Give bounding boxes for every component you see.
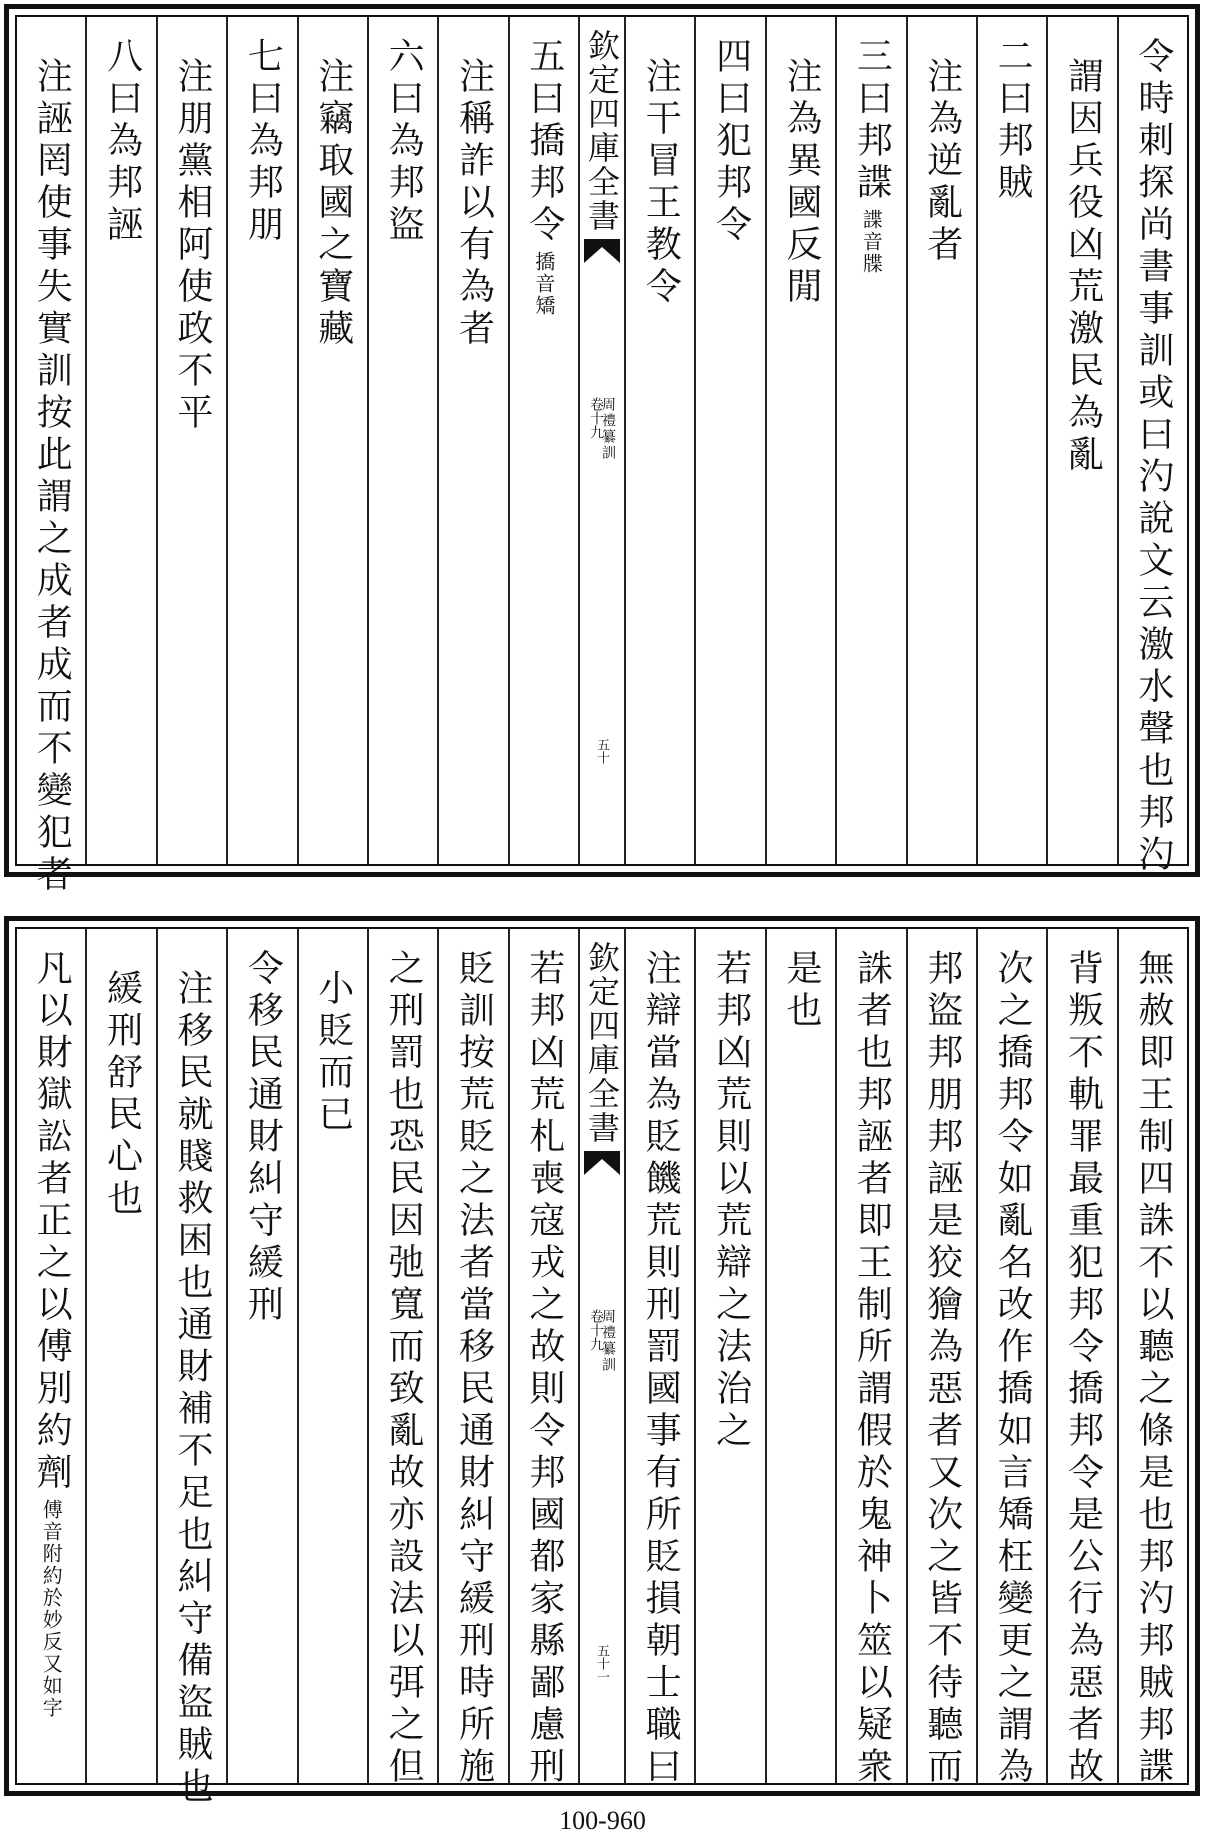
pronunciation-note: 撟音矯 (531, 251, 556, 317)
page-number: 100-960 (559, 1806, 646, 1835)
bottom-page-inner-frame (15, 927, 1189, 1809)
column-text: 五曰撟邦令 (523, 37, 565, 247)
text-column (624, 17, 694, 864)
top-page-panel (4, 4, 1200, 897)
text-column (694, 929, 764, 1783)
pronunciation-note: 傅音附約於妙反又如字 (39, 1499, 64, 1719)
text-column (17, 929, 85, 1783)
text-column (906, 929, 976, 1789)
spine-volume: 卷十九 (588, 397, 604, 439)
text-column (156, 17, 226, 864)
text-column (85, 17, 155, 864)
spine-column (578, 17, 624, 864)
column-text: 是也 (780, 949, 822, 1033)
text-column (976, 17, 1046, 864)
text-column (1046, 17, 1116, 864)
text-column (156, 929, 226, 1809)
column-text: 四曰犯邦令 (710, 37, 752, 247)
column-text: 無赦即王制四誅不以聽之條是也邦汋邦賊邦諜 (1132, 949, 1174, 1789)
column-text: 次之撟邦令如亂名改作撟如言矯枉變更之謂為 (992, 949, 1034, 1789)
column-text: 背叛不軌罪最重犯邦令撟邦令是公行為惡者故 (1062, 949, 1104, 1789)
column-text: 注稱詐以有為者 (453, 57, 495, 351)
column-text: 二曰邦賊 (992, 37, 1034, 205)
top-text-columns (17, 17, 1187, 897)
column-text: 誅者也邦誣者即王制所謂假於鬼神卜筮以疑衆 (851, 949, 893, 1789)
column-text: 若邦凶荒則以荒辯之法治之 (710, 949, 752, 1453)
text-column (1046, 929, 1116, 1789)
text-column (694, 17, 764, 864)
column-text: 注辯當為貶饑荒則刑罰國事有所貶損朝士職曰 (640, 949, 682, 1789)
column-text: 注為異國反閒 (780, 57, 822, 309)
spine-subtitle: 周禮纂訓 (600, 1309, 616, 1373)
spine-subtitle: 周禮纂訓 (600, 397, 616, 461)
text-column (226, 929, 296, 1783)
spine-column (578, 929, 624, 1783)
fishtail-mark-icon (584, 1151, 620, 1175)
bottom-page-panel (4, 916, 1200, 1809)
text-column (508, 929, 578, 1789)
fishtail-mark-icon (584, 239, 620, 263)
column-text: 凡以財獄訟者正之以傅別約劑 (31, 949, 73, 1495)
column-text: 若邦凶荒札喪寇戎之故則令邦國都家縣鄙慮刑 (523, 949, 565, 1789)
column-text: 謂因兵役凶荒激民為亂 (1062, 57, 1104, 477)
column-text: 六曰為邦盜 (383, 37, 425, 247)
spine-volume: 卷十九 (588, 1309, 604, 1351)
column-text: 八曰為邦誣 (101, 37, 143, 247)
text-column (367, 17, 437, 864)
spine-leaf-number: 五十一 (594, 1644, 609, 1683)
text-column (367, 929, 437, 1789)
text-column (1117, 929, 1187, 1789)
column-text: 注移民就賤救困也通財補不足也糾守備盜賊也 (171, 969, 213, 1809)
text-column (1117, 17, 1187, 877)
column-text: 注竊取國之寶藏 (312, 57, 354, 351)
text-column (906, 17, 976, 864)
text-column (437, 929, 507, 1789)
column-text: 令時刺探尚書事訓或曰汋說文云激水聲也邦汋 (1132, 37, 1174, 877)
text-column (85, 929, 155, 1783)
column-text: 注為逆亂者 (921, 57, 963, 267)
column-text: 邦盜邦朋邦誣是狡獪為惡者又次之皆不待聽而 (921, 949, 963, 1789)
column-text: 小貶而已 (312, 969, 354, 1137)
spine-title: 欽定四庫全書 (583, 941, 621, 1145)
column-text: 貶訓按荒貶之法者當移民通財糾守緩刑時所施 (453, 949, 495, 1789)
text-column (437, 17, 507, 864)
text-column (976, 929, 1046, 1789)
text-column (835, 17, 905, 864)
bottom-text-columns (17, 929, 1187, 1809)
text-column (226, 17, 296, 864)
text-column (765, 929, 835, 1783)
text-column (17, 17, 85, 897)
spine-title: 欽定四庫全書 (583, 29, 621, 233)
column-text: 注干冒王教令 (640, 57, 682, 309)
text-column (835, 929, 905, 1789)
text-column (508, 17, 578, 864)
column-text: 注朋黨相阿使政不平 (171, 57, 213, 435)
text-column (624, 929, 694, 1789)
column-text: 緩刑舒民心也 (101, 969, 143, 1221)
text-column (297, 929, 367, 1783)
column-text: 七曰為邦朋 (242, 37, 284, 247)
text-column (297, 17, 367, 864)
column-text: 三曰邦諜 (851, 37, 893, 205)
column-text: 之刑罰也恐民因弛寬而致亂故亦設法以弭之但 (383, 949, 425, 1789)
top-page-inner-frame (15, 15, 1189, 897)
column-text: 注誣罔使事失實訓按此謂之成者成而不變犯者 (31, 57, 73, 897)
pronunciation-note: 諜音牒 (859, 209, 884, 275)
column-text: 令移民通財糾守緩刑 (242, 949, 284, 1327)
text-column (765, 17, 835, 864)
spine-leaf-number: 五十 (594, 738, 609, 764)
